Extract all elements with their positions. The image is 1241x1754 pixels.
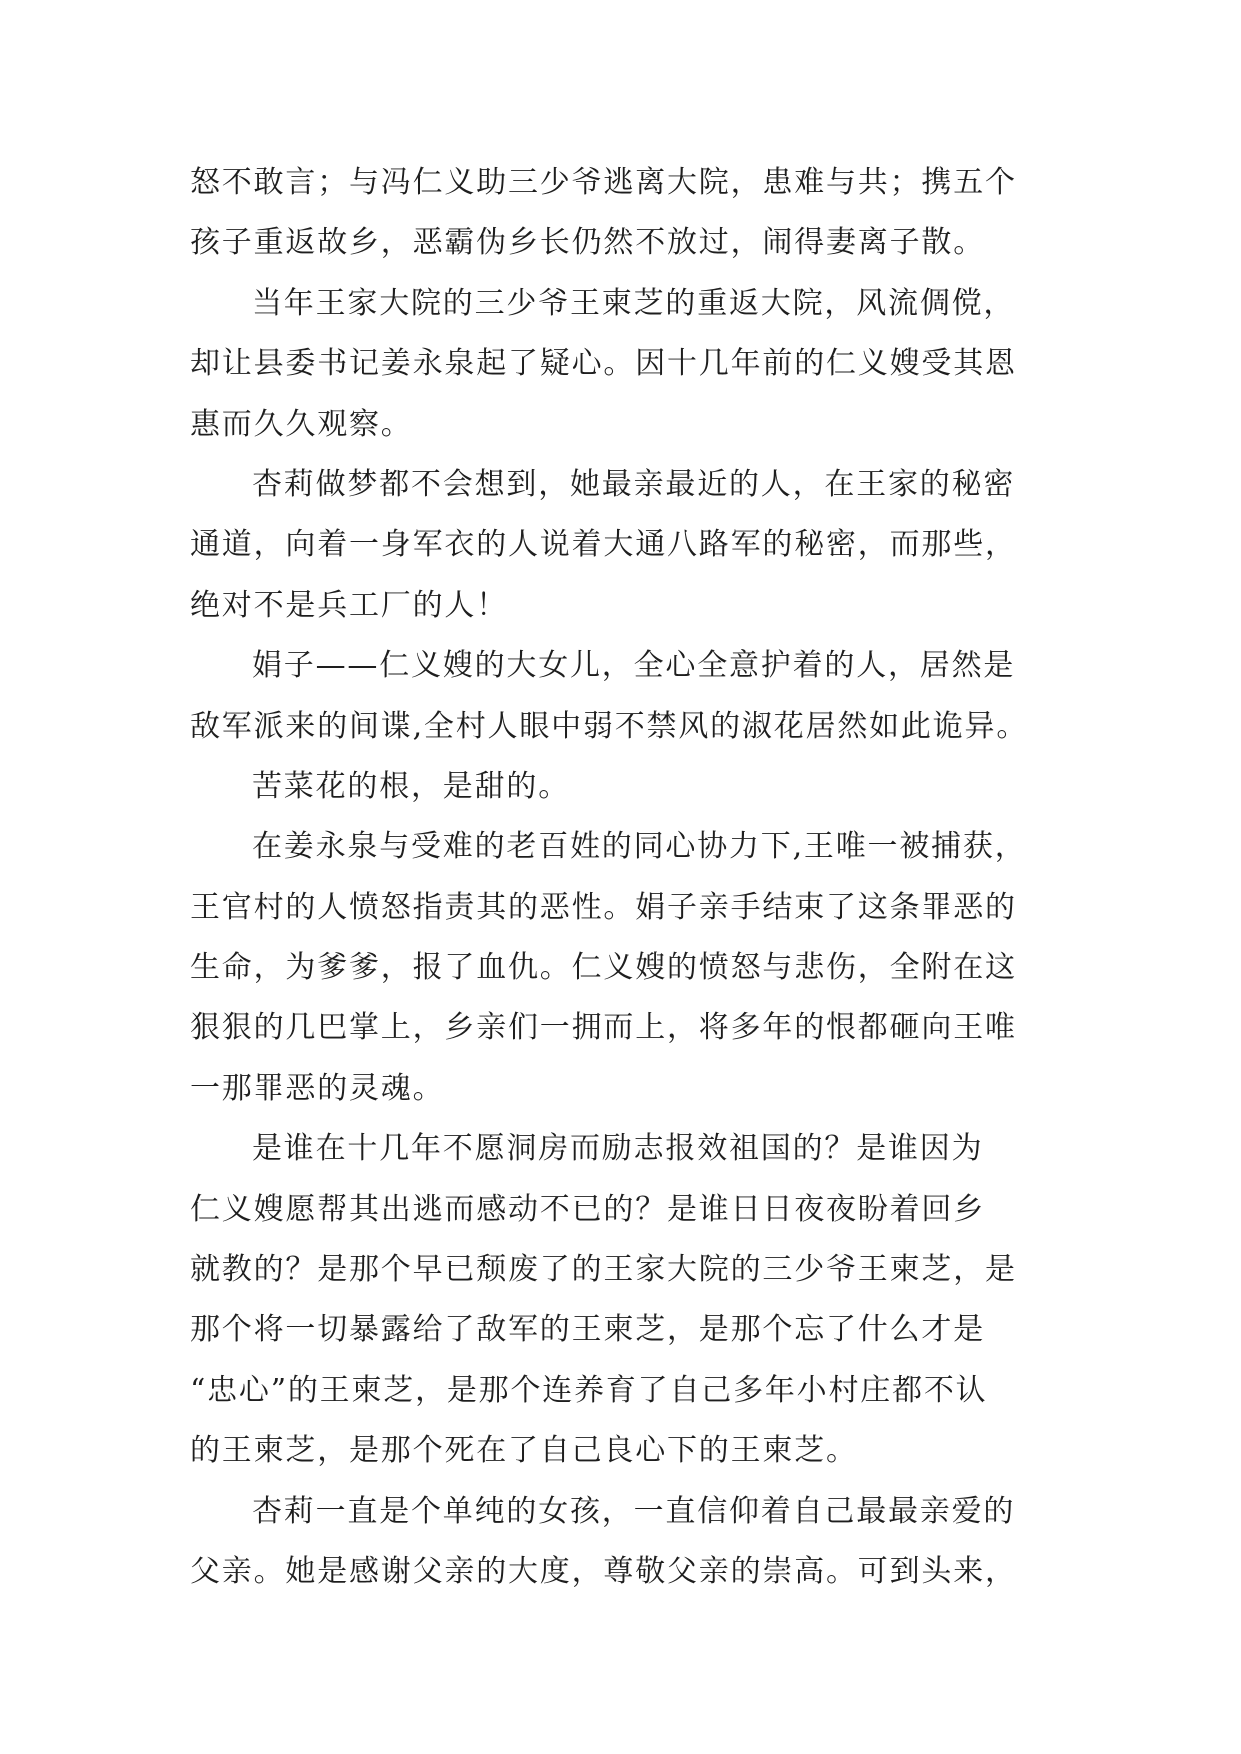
paragraph-start-line: 在姜永泉与受难的老百姓的同心协力下,王唯一被捕获， bbox=[252, 829, 1027, 865]
paragraph-start-line: 当年王家大院的三少爷王柬芝的重返大院，风流倜傥， bbox=[252, 285, 1016, 321]
text-line: “忠心”的王柬芝，是那个连养育了自己多年小村庄都不认 bbox=[190, 1372, 988, 1408]
text-line: 怒不敢言；与冯仁义助三少爷逃离大院，患难与共；携五个 bbox=[190, 165, 1017, 200]
text-line: 就教的？是那个早已颓废了的王家大院的三少爷王柬芝，是 bbox=[190, 1252, 1017, 1288]
text-line: 仁义嫂愿帮其出逃而感动不已的？是谁日日夜夜盼着回乡 bbox=[190, 1191, 985, 1227]
text-line: 的王柬芝，是那个死在了自己良心下的王柬芝。 bbox=[190, 1433, 858, 1469]
text-line: 敌军派来的间谍,全村人眼中弱不禁风的淑花居然如此诡异。 bbox=[190, 708, 1029, 744]
text-line: 通道，向着一身军衣的人说着大通八路军的秘密，而那些， bbox=[190, 527, 1017, 563]
text-line: 一那罪恶的灵魂。 bbox=[190, 1070, 445, 1106]
paragraph-start-line: 是谁在十几年不愿洞房而励志报效祖国的？是谁因为 bbox=[252, 1131, 984, 1167]
body-text bbox=[190, 153, 1052, 1602]
text-line: 那个将一切暴露给了敌军的王柬芝，是那个忘了什么才是 bbox=[190, 1312, 985, 1348]
paragraph-start-line: 杏莉做梦都不会想到，她最亲最近的人，在王家的秘密 bbox=[252, 466, 1016, 502]
text-line: 却让县委书记姜永泉起了疑心。因十几年前的仁义嫂受其恩 bbox=[190, 346, 1017, 382]
text-line: 王官村的人愤怒指责其的恶性。娟子亲手结束了这条罪恶的 bbox=[190, 889, 1017, 925]
text-line: 孩子重返故乡，恶霸伪乡长仍然不放过，闹得妻离子散。 bbox=[190, 225, 985, 261]
text-line: 惠而久久观察。 bbox=[190, 406, 413, 442]
text-line: 生命，为爹爹，报了血仇。仁义嫂的愤怒与悲伤，全附在这 bbox=[190, 950, 1017, 986]
text-line: 绝对不是兵工厂的人！ bbox=[190, 587, 508, 623]
text-line: 狠狠的几巴掌上，乡亲们一拥而上，将多年的恨都砸向王唯 bbox=[190, 1010, 1017, 1046]
paragraph-start-line: 娟子——仁义嫂的大女儿，全心全意护着的人，居然是 bbox=[252, 648, 1016, 684]
paragraph-start-line: 苦菜花的根，是甜的。 bbox=[252, 768, 570, 804]
text-line: 父亲。她是感谢父亲的大度，尊敬父亲的崇高。可到头来， bbox=[190, 1553, 1017, 1589]
paragraph-start-line: 杏莉一直是个单纯的女孩，一直信仰着自己最最亲爱的 bbox=[252, 1493, 1016, 1529]
